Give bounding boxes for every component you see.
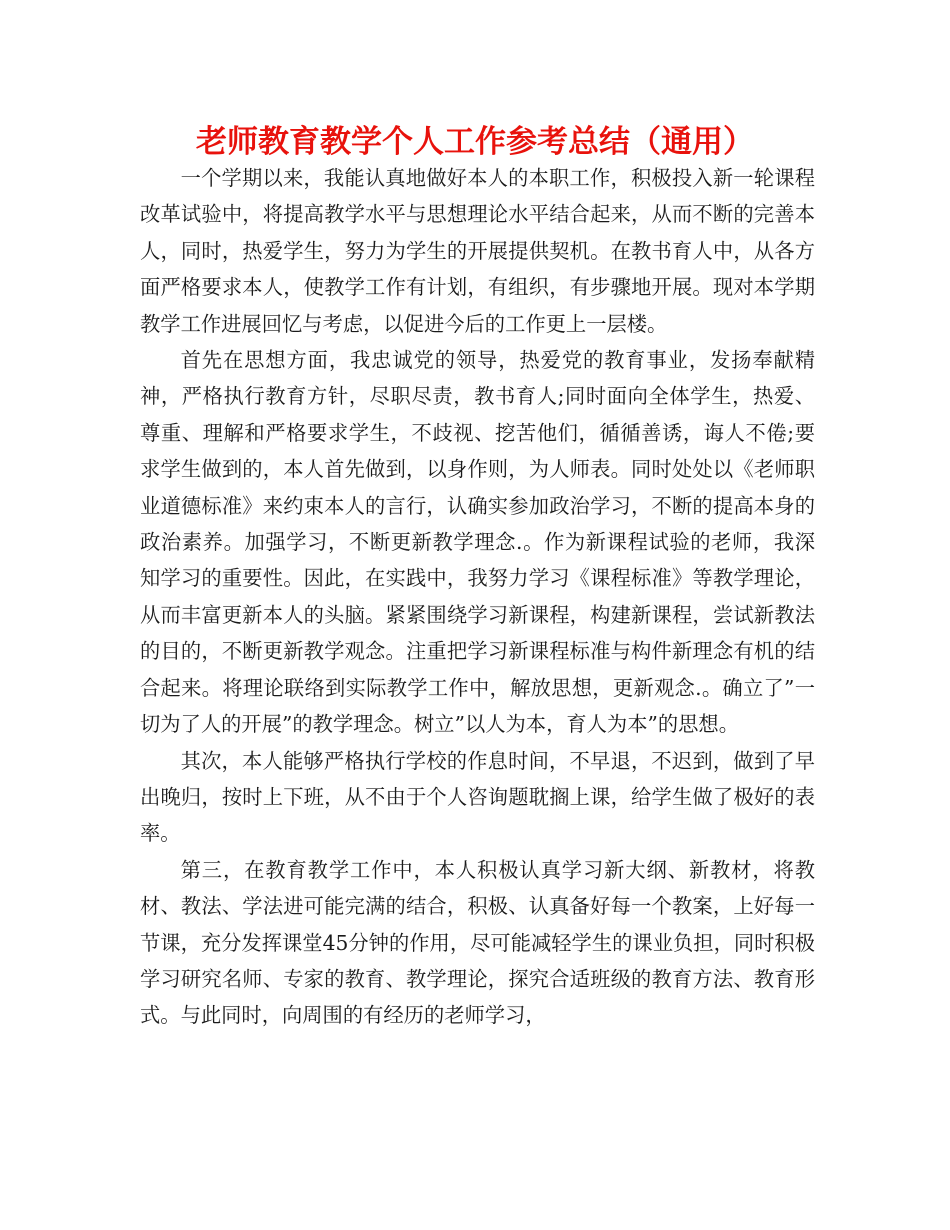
paragraph-3: 其次，本人能够严格执行学校的作息时间，不早退，不迟到，做到了早出晚归，按时上下班，从不由于个人咨询题耽搁上课，给学生做了极好的表率。	[140, 748, 815, 846]
document-title: 老师教育教学个人工作参考总结（通用）	[196, 124, 754, 160]
paragraph-1: 一个学期以来，我能认真地做好本人的本职工作，积极投入新一轮课程改革试验中，将提高教学水平与思想理论水平结合起来，从而不断的完善本人，同时，热爱学生，努力为学生的开展提供契机。在教书育人中，从各方面严格要求本人，使教学工作有计划，有组织，有步骤地开展。现对本学期教学工作进展回忆与考虑，以促进今后的工作更上一层楼。	[140, 166, 815, 336]
document-body	[140, 160, 815, 1034]
paragraph-4: 第三，在教育教学工作中，本人积极认真学习新大纲、新教材，将教材、教法、学法进可能完满的结合，积极、认真备好每一个教案，上好每一节课，充分发挥课堂45分钟的作用，尽可能减轻学生的课业负担，同时积极学习研究名师、专家的教育、教学理论，探究合适班级的教育方法、教育形式。与此同时，向周围的有经历的老师学习，	[140, 857, 815, 1028]
paragraph-2: 首先在思想方面，我忠诚党的领导，热爱党的教育事业，发扬奉献精神，严格执行教育方针，尽职尽责，教书育人;同时面向全体学生，热爱、尊重、理解和严格要求学生，不歧视、挖苦他们，循循善诱，诲人不倦;要求学生做到的，本人首先做到，以身作则，为人师表。同时处处以《老师职业道德标准》来约束本人的言行，认确实参加政治学习，不断的提高本身的政治素养。加强学习，不断更新教学理念.。作为新课程试验的老师，我深知学习的重要性。因此，在实践中，我努力学习《课程标准》等教学理论，从而丰富更新本人的头脑。紧紧围绕学习新课程，构建新课程，尝试新教法的目的，不断更新教学观念。注重把学习新课程标准与构件新理念有机的结合起来。将理论联络到实际教学工作中，解放思想，更新观念.。确立了”一切为了人的开展”的教学理念。树立”以人为本，育人为本”的思想。	[140, 348, 815, 737]
